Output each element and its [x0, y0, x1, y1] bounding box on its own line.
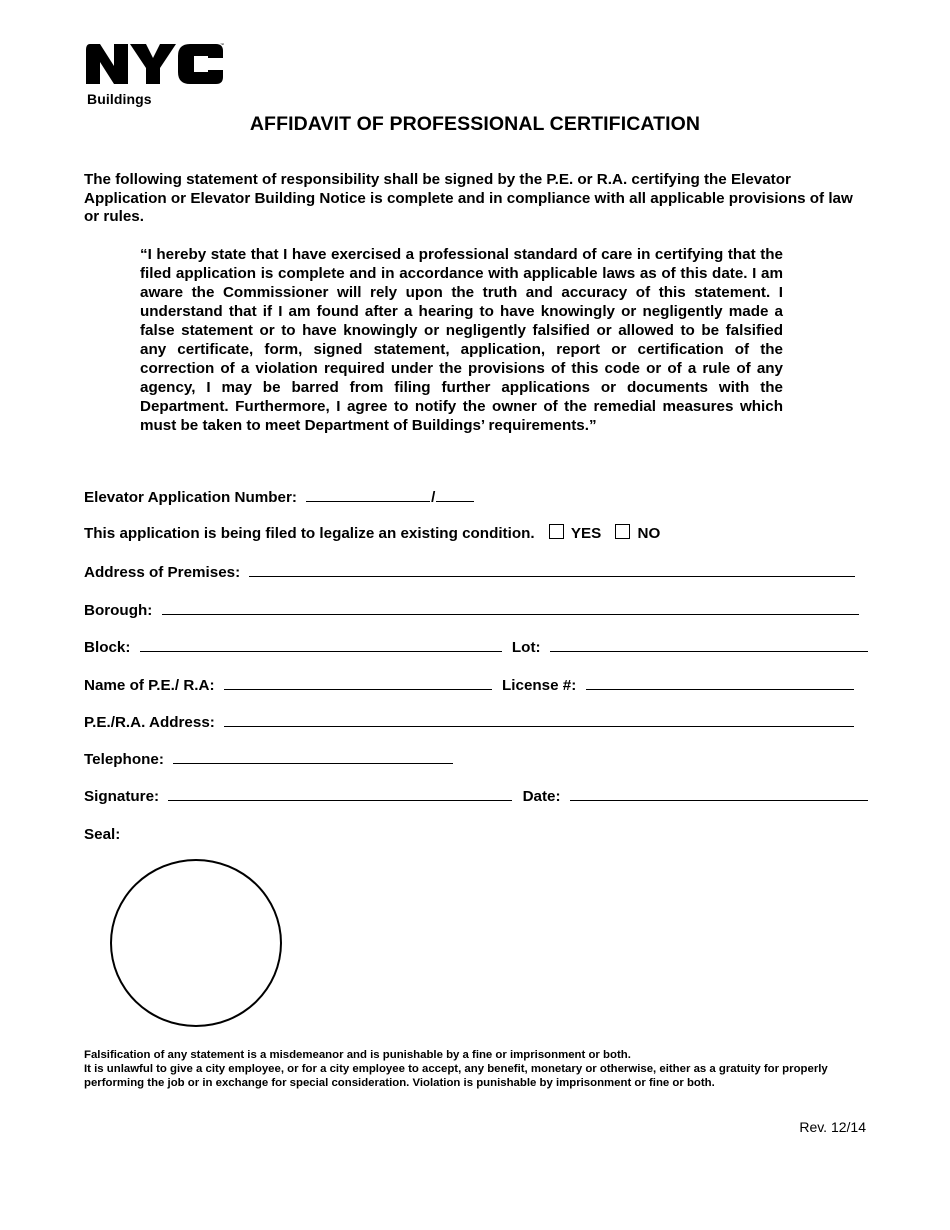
footer-line-2: It is unlawful to give a city employee, or for a city employee to accept, any benefit, monetary or otherwise, either as a gratuity for properly performing the job or in exchange for special consideration. Violation is punishable by imprisonment or fine or both.: [84, 1063, 828, 1090]
no-label: NO: [637, 525, 661, 542]
nyc-logo-mark: [86, 40, 224, 88]
telephone-row: [84, 749, 453, 770]
no-checkbox[interactable]: [615, 524, 630, 539]
borough-label: Borough:: [84, 602, 153, 619]
logo-subtitle: Buildings: [87, 91, 152, 107]
footer-line-1: Falsification of any statement is a misdemeanor and is punishable by a fine or imprisonment or both.: [84, 1049, 631, 1061]
pe-address-row: [84, 712, 854, 733]
signature-field[interactable]: [168, 786, 512, 801]
pe-address-field[interactable]: [224, 712, 854, 727]
signature-label: Signature:: [84, 788, 160, 805]
block-label: Block:: [84, 639, 131, 656]
address-row: [84, 562, 855, 583]
name-label: Name of P.E./ R.A:: [84, 677, 215, 694]
telephone-label: Telephone:: [84, 751, 164, 768]
lot-label: Lot:: [511, 639, 541, 656]
footer-notice: [84, 1048, 874, 1091]
yes-checkbox[interactable]: [549, 524, 564, 539]
seal-circle[interactable]: [110, 859, 282, 1027]
app-number-row: [84, 487, 474, 508]
nyc-buildings-logo: [86, 40, 226, 108]
license-label: License #:: [502, 677, 577, 694]
date-field[interactable]: [570, 786, 868, 801]
yes-label: YES: [570, 525, 602, 542]
license-field[interactable]: [586, 675, 854, 690]
seal-label: Seal:: [84, 826, 121, 843]
seal-row: [84, 825, 120, 845]
revision-label: Rev. 12/14: [799, 1119, 866, 1135]
intro-paragraph: The following statement of responsibility shall be signed by the P.E. or R.A. certifying the Elevator Application or Elevator Building Notice is complete and in compliance with all applicable provisions of law or rules.: [84, 171, 853, 225]
pe-address-label: P.E./R.A. Address:: [84, 714, 215, 731]
block-field[interactable]: [140, 637, 502, 652]
telephone-field[interactable]: [173, 749, 453, 764]
date-label: Date:: [522, 788, 561, 805]
legalize-row: [84, 524, 660, 544]
app-number-suffix-field[interactable]: [436, 487, 474, 502]
block-lot-row: [84, 637, 868, 658]
svg-text:™: ™: [220, 42, 224, 47]
app-number-label: Elevator Application Number:: [84, 489, 297, 506]
borough-field[interactable]: [162, 600, 859, 615]
name-license-row: [84, 675, 854, 696]
legalize-label: This application is being filed to legalize an existing condition.: [84, 525, 535, 542]
certification-statement: “I hereby state that I have exercised a professional standard of care in certifying that the filed application is complete and in accordance with applicable laws as of this date. I am aware the Commissioner will rely upon the truth and accuracy of this statement. I understand that if I am found after a hearing to have knowingly or negligently made a false statement or to have knowingly or negligently falsified or allowed to be falsified any certificate, form, signed statement, application, report or certification of the correction of a violation required under the provisions of this code or of a rule of any agency, I may be barred from filing further applications or documents with the Department. Furthermore, I agree to notify the owner of the remedial measures which must be taken to meet Department of Buildings’ requirements.”: [140, 246, 783, 434]
app-number-slash: /: [431, 489, 436, 506]
lot-field[interactable]: [550, 637, 868, 652]
page-title: AFFIDAVIT OF PROFESSIONAL CERTIFICATION: [249, 113, 701, 135]
address-label: Address of Premises:: [84, 564, 241, 581]
app-number-field[interactable]: [306, 487, 430, 502]
borough-row: [84, 600, 859, 621]
signature-date-row: [84, 786, 868, 807]
name-field[interactable]: [224, 675, 492, 690]
address-field[interactable]: [249, 562, 855, 577]
